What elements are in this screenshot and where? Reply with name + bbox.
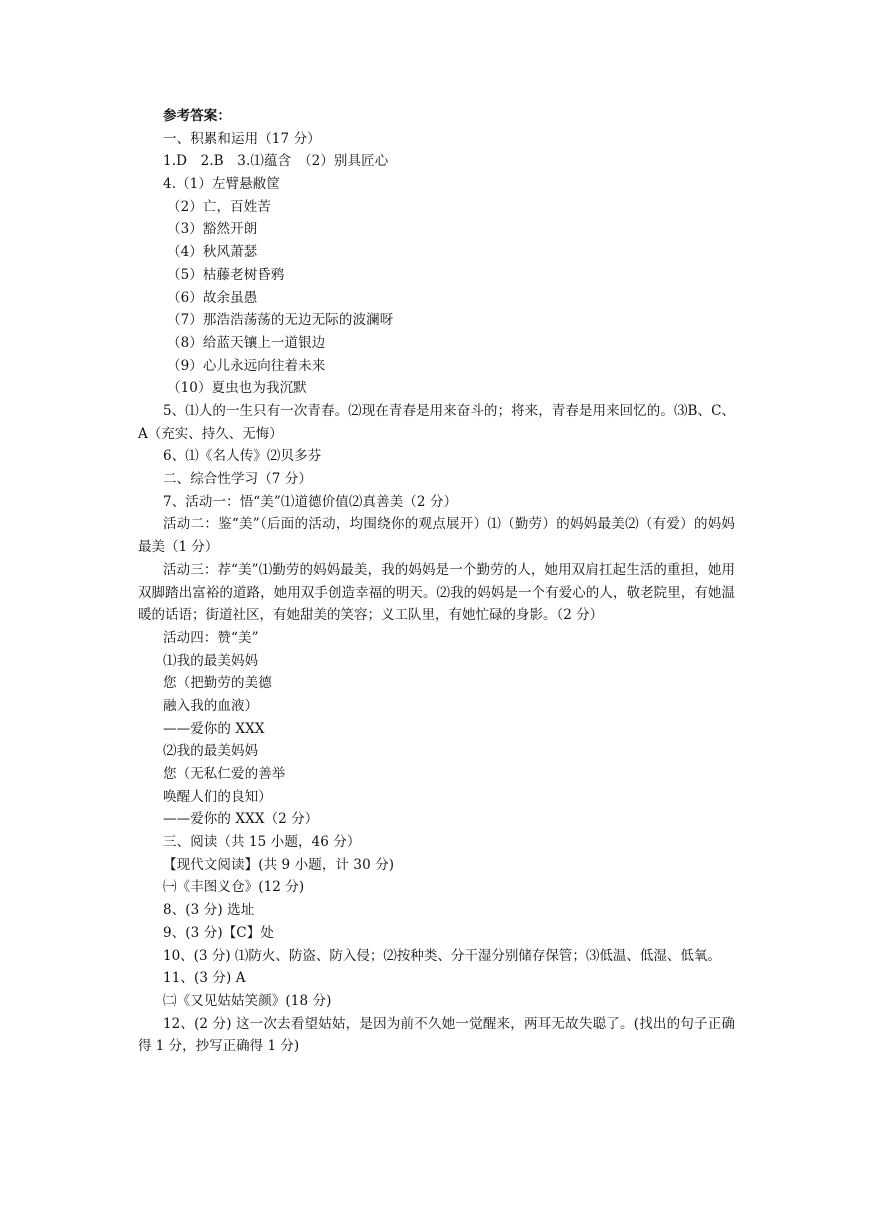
poem-line-8: ——爱你的 XXX（2 分） [163, 811, 319, 828]
section-1-title: 一、积累和运用（17 分） [163, 130, 321, 147]
poem-line-5: ⑵我的最美妈妈 [163, 743, 259, 760]
section-2-title: 二、综合性学习（7 分） [163, 471, 313, 488]
answer-key [138, 105, 735, 1058]
answer-q4-8: （8）给蓝天镶上一道银边 [167, 334, 326, 351]
answer-q4-2: （2）亡，百姓苦 [167, 198, 271, 215]
answer-q8: 8、(3 分) 选址 [163, 902, 255, 919]
answer-q4-4: （4）秋风萧瑟 [167, 244, 258, 261]
poem-line-6: 您（无私仁爱的善举 [163, 766, 286, 783]
answer-q10: 10、(3 分) ⑴防火、防盗、防入侵；⑵按种类、分干湿分别储存保管；⑶低温、低湿、低氧。 [163, 947, 721, 964]
answer-q7-activity-1: 7、活动一：悟“美”⑴道德价值⑵真善美（2 分） [163, 493, 458, 510]
text-2-title: ㈡《又见姑姑笑颜》(18 分) [163, 992, 332, 1009]
answer-q4-5: （5）枯藤老树昏鸦 [167, 266, 285, 283]
text-1-title: ㈠《丰图义仓》(12 分) [163, 879, 305, 896]
answer-q4-3: （3）豁然开朗 [167, 221, 258, 238]
poem-line-2: 您（把勤劳的美德 [163, 675, 272, 692]
answer-q7-activity-2: 活动二：鉴“美”（后面的活动，均围绕你的观点展开）⑴（勤劳）的妈妈最美⑵（有爱）的妈妈最美（1 分） [138, 516, 735, 556]
modern-reading-title: 【现代文阅读】(共 9 小题，计 30 分) [163, 856, 395, 873]
answer-q7-activity-4-title: 活动四：赞“美” [163, 629, 259, 646]
answer-q4-7: （7）那浩浩荡荡的无边无际的波澜呀 [167, 312, 394, 329]
answer-heading: 参考答案： [163, 108, 231, 124]
answer-q4-9: （9）心儿永远向往着未来 [167, 357, 326, 374]
answer-q5: 5、⑴人的一生只有一次青春。⑵现在青春是用来奋斗的；将来，青春是用来回忆的。⑶B、C、A（充实、持久、无悔） [138, 402, 735, 442]
answer-q4-6: （6）故余虽愚 [167, 289, 258, 306]
answer-q7-activity-3: 活动三：荐“美”⑴勤劳的妈妈最美，我的妈妈是一个勤劳的人，她用双肩扛起生活的重担，她用双脚踏出富裕的道路，她用双手创造幸福的明天。⑵我的妈妈是一个有爱心的人，敬老院里，有她温暖的话语；街道社区，有她甜美的笑容；义工队里，有她忙碌的身影。（2 分） [138, 561, 735, 624]
poem-line-7: 唤醒人们的良知） [163, 788, 272, 805]
answer-q1-3: 1.D 2.B 3.⑴蕴含 （2）别具匠心 [163, 153, 389, 170]
answer-q4-10: （10）夏虫也为我沉默 [167, 380, 307, 397]
answer-q9: 9、(3 分)【C】处 [163, 924, 274, 941]
answer-q11: 11、(3 分) A [163, 970, 246, 987]
answer-q4-1: 4.（1）左臂悬敝筐 [163, 176, 280, 193]
poem-line-4: ——爱你的 XXX [163, 720, 265, 737]
poem-line-1: ⑴我的最美妈妈 [163, 652, 259, 669]
answer-q6: 6、⑴《名人传》⑵贝多芬 [163, 448, 322, 465]
section-3-title: 三、阅读（共 15 小题，46 分） [163, 834, 361, 851]
answer-q12: 12、(2 分) 这一次去看望姑姑，是因为前不久她一觉醒来，两耳无故失聪了。(找出的句子正确得 1 分，抄写正确得 1 分) [138, 1015, 735, 1055]
poem-line-3: 融入我的血液） [163, 697, 259, 714]
